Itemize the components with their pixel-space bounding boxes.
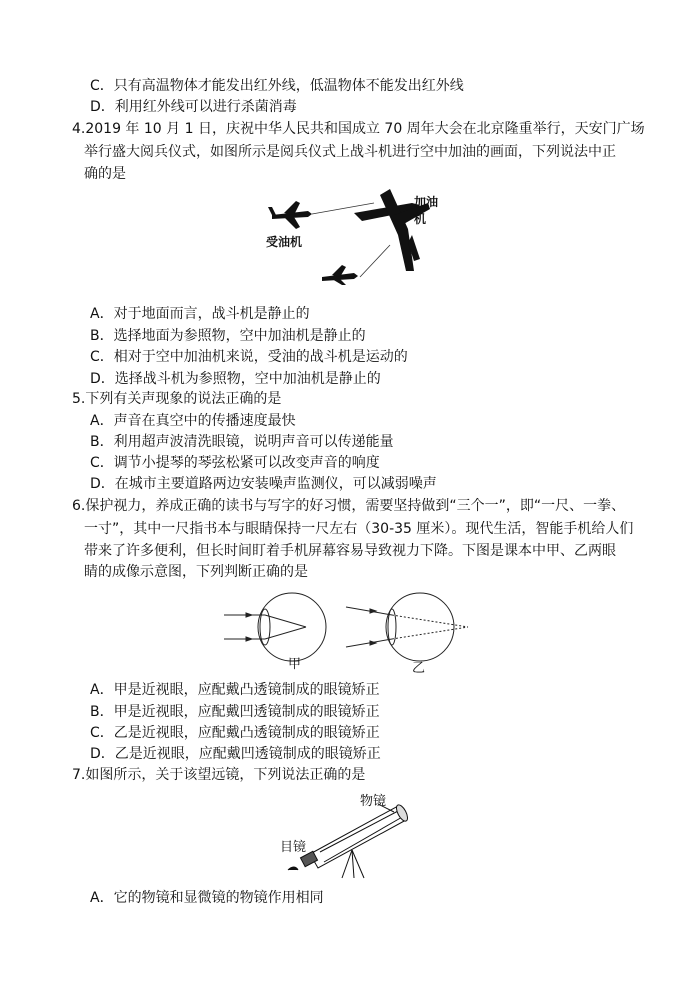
q3-option-d: D．利用红外线可以进行杀菌消毒: [90, 99, 297, 115]
q4-refueling-figure: [262, 185, 442, 285]
q4-stem-line3: 确的是: [84, 166, 126, 182]
q4-stem-line2: 举行盛大阅兵仪式，如图所示是阅兵仪式上战斗机进行空中加油的画面，下列说法中正: [84, 144, 616, 160]
refuel-hose-lower: [360, 245, 390, 277]
q6-option-c: C．乙是近视眼，应配戴凸透镜制成的眼镜矫正: [90, 725, 380, 741]
q5-option-c: C．调节小提琴的琴弦松紧可以改变声音的响度: [90, 455, 380, 471]
q4-option-d: D．选择战斗机为参照物，空中加油机是静止的: [90, 371, 381, 387]
q6-eye-diagram: [220, 585, 480, 675]
q4-option-b: B．选择地面为参照物，空中加油机是静止的: [90, 328, 366, 344]
q4-option-a: A．对于地面而言，战斗机是静止的: [90, 306, 310, 322]
eye-b-label: 乙: [412, 661, 426, 676]
q4-stem-line1: 4.2019 年 10 月 1 日，庆祝中华人民共和国成立 70 周年大会在北京隆重举行，天安门广场: [72, 121, 645, 137]
q3-option-c: C．只有高温物体才能发出红外线，低温物体不能发出红外线: [90, 78, 464, 94]
q5-option-a: A．声音在真空中的传播速度最快: [90, 413, 296, 429]
q5-option-d: D．在城市主要道路两边安装噪声监测仪，可以减弱噪声: [90, 476, 437, 492]
q6-stem-line4: 睛的成像示意图，下列判断正确的是: [84, 564, 308, 580]
q7-stem: 7.如图所示，关于该望远镜，下列说法正确的是: [72, 767, 366, 783]
objective-lens-label: 物镜: [360, 794, 387, 809]
eye-a-label: 甲: [288, 657, 302, 672]
eye-diagram-a: [224, 593, 326, 661]
receiver-label: 受油机: [266, 235, 303, 249]
telescope-icon: [288, 803, 410, 878]
q6-option-a: A．甲是近视眼，应配戴凸透镜制成的眼镜矫正: [90, 682, 380, 698]
eyepiece-label: 目镜: [280, 840, 307, 855]
q6-option-d: D．乙是近视眼，应配戴凹透镜制成的眼镜矫正: [90, 746, 381, 762]
fighter-jet-icon: [268, 201, 312, 229]
q6-stem-line3: 带来了许多便利，但长时间盯着手机屏幕容易导致视力下降。下图是课本中甲、乙两眼: [84, 543, 616, 559]
q6-stem-line2: 一寸”，其中一尺指书本与眼睛保持一尺左右（30-35 厘米）。现代生活，智能手机给人们: [84, 521, 634, 537]
fighter-jet-icon: [322, 265, 358, 285]
eye-diagram-b: [346, 593, 468, 661]
tanker-label: 加油机: [414, 195, 439, 226]
q7-telescope-figure: [280, 788, 430, 880]
q4-option-c: C．相对于空中加油机来说，受油的战斗机是运动的: [90, 349, 408, 365]
q5-option-b: B．利用超声波清洗眼镜，说明声音可以传递能量: [90, 434, 394, 450]
q6-option-b: B．甲是近视眼，应配戴凹透镜制成的眼镜矫正: [90, 704, 380, 720]
q6-stem-line1: 6.保护视力，养成正确的读书与写字的好习惯，需要坚持做到“三个一”，即“一尺、一拳、: [72, 498, 626, 514]
q5-stem: 5.下列有关声现象的说法正确的是: [72, 391, 282, 407]
q7-option-a: A．它的物镜和显微镜的物镜作用相同: [90, 890, 324, 906]
